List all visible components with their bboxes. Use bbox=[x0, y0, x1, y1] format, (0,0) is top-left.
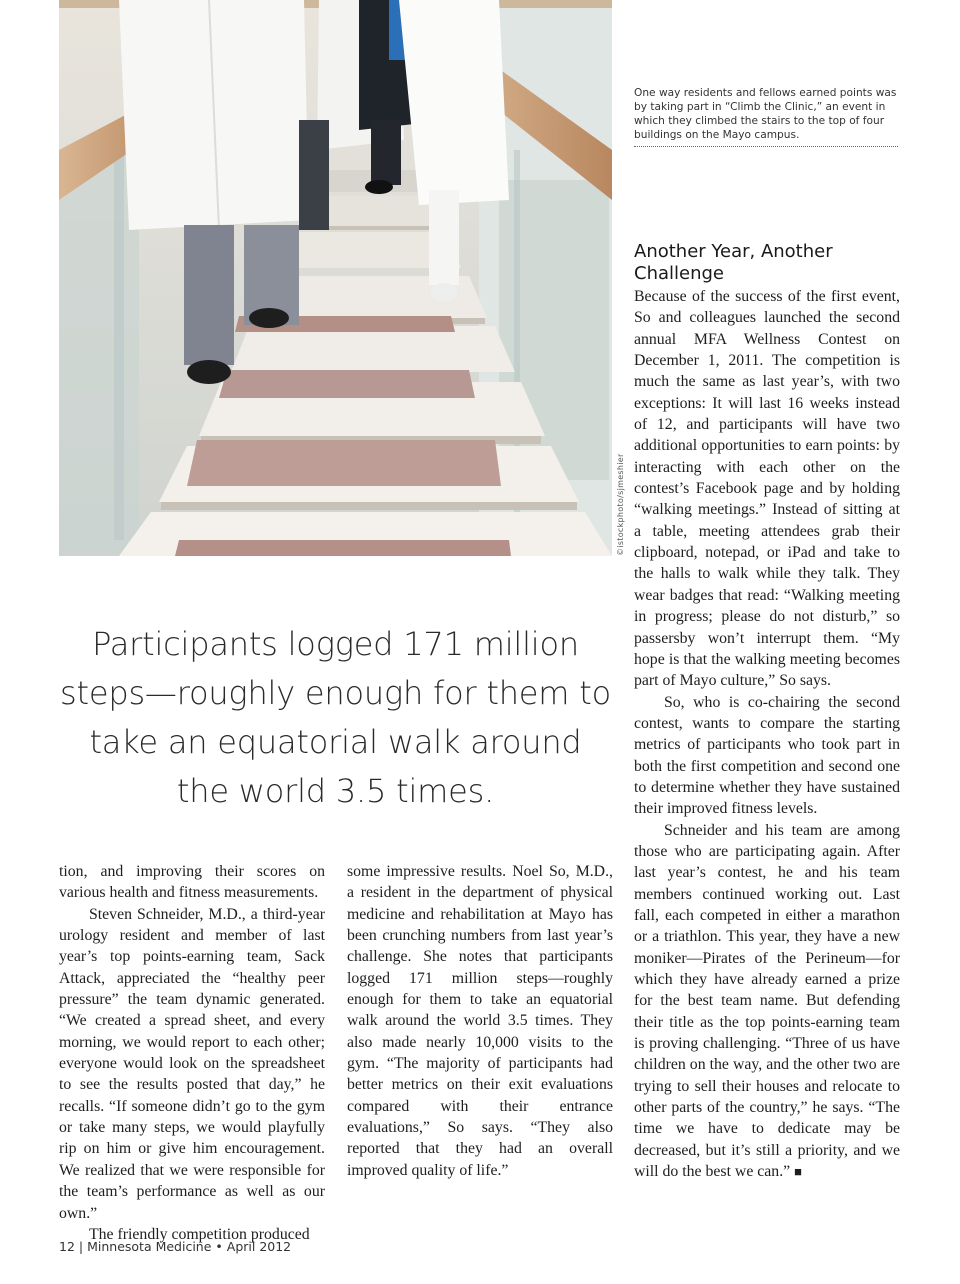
issue-date: April 2012 bbox=[226, 1239, 292, 1254]
photo-caption: One way residents and fellows earned points was by taking part in “Climb the Clinic,” an event in which they climbed the stairs to the top of four buildings on the Mayo campus. bbox=[634, 86, 898, 147]
article-column-1 bbox=[59, 861, 325, 1245]
paragraph: Steven Schneider, M.D., a third-year urology resident and member of last year’s top points-earning team, Sack Attack, appreciated the “healthy peer pressure” the team dynamic generated. “We created a spread sheet, and every morning, we would report to each other; everyone would look on the spreadsheet to see the results posted that day,” he recalls. “If someone didn’t go to the gym or take many steps, we would playfully rip on him or give him encouragement. We realized that we were responsible for the team’s performance as well as our own.” bbox=[59, 905, 325, 1222]
pull-quote: Participants logged 171 million steps—roughly enough for them to take an equatorial walk around the world 3.5 times. bbox=[60, 625, 611, 810]
paragraph-text: Schneider and his team are among those who are participating again. After last year’s contest, he and his team members continued working out. Last fall, each competed in either a marathon or a triathlon. This year, they have a new moniker—Pirates of the Perineum—for which they have already earned a prize for the best team name. But defending their title as the top points-earning team is proving challenging. “Three of us have children on the way, and the other two are trying to sell their houses and relocate to other parts of the country,” he says. “The time we have to dedicate may be decreased, but it’s still a priority, and we will do the best we can.” bbox=[634, 821, 900, 1181]
section-heading: Another Year, Another Challenge bbox=[634, 241, 833, 284]
publication-name: Minnesota Medicine bbox=[87, 1239, 212, 1254]
page-number: 12 bbox=[59, 1239, 75, 1254]
paragraph: Because of the success of the first event, So and colleagues launched the second annual MFA Wellness Contest on December 1, 2011. The competition is much the same as last year’s, with two exceptions: It will last 16 weeks instead of 12, and participants will have two additional opportunities to earn points: by interacting with each other on the contest’s Facebook page and by holding “walking meetings.” Instead of sitting at a table, meeting attendees grab their clipboard, notepad, or iPad and take to the halls to walk while they talk. They wear badges that read: “Walking meeting in progress; please do not disturb,” so passersby won’t interrupt them. “My hope is that the walking meeting becomes part of Mayo culture,” So says. bbox=[634, 288, 900, 690]
photo-credit: ©istockphoto/sjmeshier bbox=[616, 453, 625, 556]
end-mark: ■ bbox=[794, 1164, 802, 1180]
article-column-2 bbox=[347, 861, 613, 1181]
paragraph bbox=[634, 820, 900, 1183]
paragraph: some impressive results. Noel So, M.D., a resident in the department of physical medicine and rehabilitation at Mayo has been crunching numbers from last year’s challenge. She notes that participants logged 171 million steps—roughly enough for them to take an equatorial walk around the world 3.5 times. They also made nearly 10,000 visits to the gym. “The majority of participants had better metrics on their exit evaluations compared with their entrance evaluations,” So says. “They also reported that they had an overall improved quality of life.” bbox=[347, 863, 613, 1179]
footer-bullet: • bbox=[215, 1239, 223, 1254]
paragraph: So, who is co-chairing the second contest, wants to compare the starting metrics of participants who took part in both the first competition and second one to determine whether they have sustained their improved fitness levels. bbox=[634, 693, 900, 818]
page-footer bbox=[59, 1239, 291, 1254]
article-column-3 bbox=[634, 241, 900, 1182]
paragraph: The friendly competition produced bbox=[89, 1225, 310, 1243]
staircase-doctors-photo bbox=[59, 0, 612, 556]
paragraph: tion, and improving their scores on various health and fitness measurements. bbox=[59, 863, 325, 902]
footer-separator: | bbox=[78, 1239, 84, 1254]
